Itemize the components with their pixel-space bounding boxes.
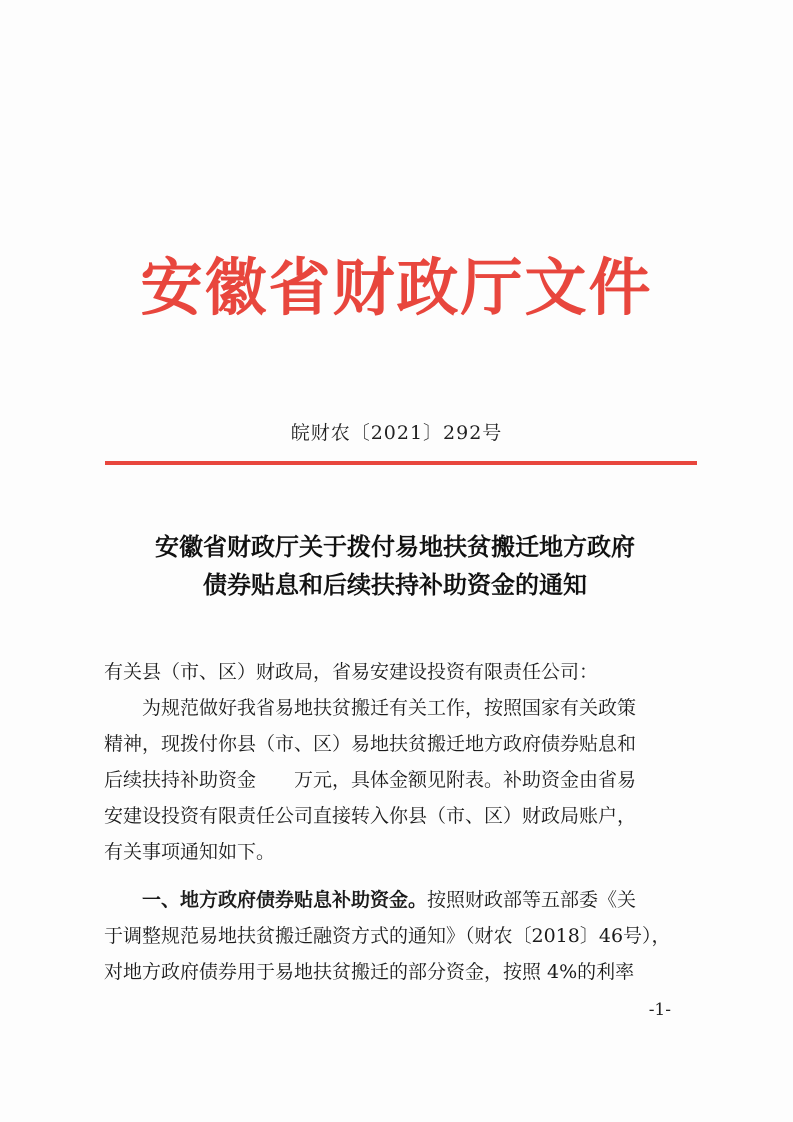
notice-title-line: 债券贴息和后续扶持补助资金的通知 <box>203 571 587 599</box>
document-header-title: 安徽省财政厅文件 <box>140 251 653 324</box>
paragraph-line: 为规范做好我省易地扶贫搬迁有关工作，按照国家有关政策 <box>142 697 637 719</box>
paragraph-line: 精神，现拨付你县（市、区）易地扶贫搬迁地方政府债券贴息和 <box>104 733 637 755</box>
paragraph-line: 后续扶持补助资金 万元，具体金额见附表。补助资金由省易 <box>104 769 637 791</box>
section-text: 按照财政部等五部委《关 <box>427 889 637 911</box>
document-number: 皖财农〔2021〕292号 <box>290 422 503 444</box>
page-number: -1- <box>648 1000 671 1020</box>
salutation: 有关县（市、区）财政局，省易安建设投资有限责任公司： <box>104 661 599 683</box>
paragraph-line: 安建设投资有限责任公司直接转入你县（市、区）财政局账户， <box>104 805 637 827</box>
paragraph-line <box>104 882 694 918</box>
section-heading: 一、地方政府债券贴息补助资金。 <box>142 889 428 911</box>
paragraph-intro <box>104 690 694 870</box>
paragraph-section-1 <box>104 882 694 990</box>
red-separator-line <box>105 461 697 465</box>
notice-title <box>85 528 705 604</box>
paragraph-line: 对地方政府债券用于易地扶贫搬迁的部分资金，按照 4%的利率 <box>104 961 635 983</box>
notice-title-line: 安徽省财政厅关于拨付易地扶贫搬迁地方政府 <box>155 533 635 561</box>
paragraph-line: 有关事项通知如下。 <box>104 841 276 863</box>
paragraph-line: 于调整规范易地扶贫搬迁融资方式的通知》（财农〔2018〕46号）， <box>104 925 671 947</box>
